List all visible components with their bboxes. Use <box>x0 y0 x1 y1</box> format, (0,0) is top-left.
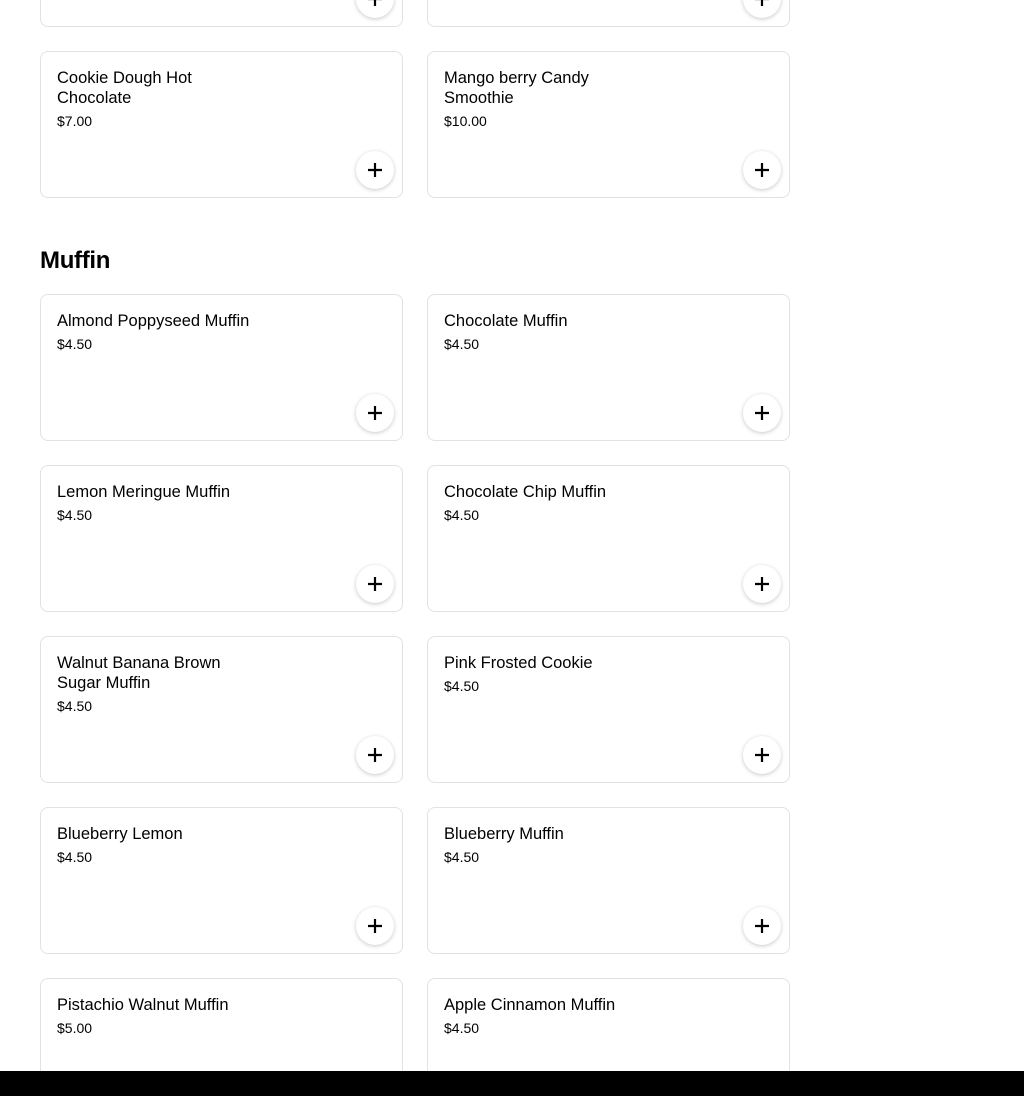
add-item-button[interactable] <box>356 394 394 432</box>
add-item-button[interactable] <box>356 907 394 945</box>
menu-item-name: Almond Poppyseed Muffin <box>57 312 250 330</box>
menu-item-name: Cookie Dough Hot Chocolate <box>57 69 192 107</box>
menu-item-price: $4.50 <box>57 698 93 714</box>
menu-item-price: $4.50 <box>57 507 93 523</box>
menu-item-card[interactable] <box>40 636 403 783</box>
menu-item-card[interactable] <box>427 636 790 783</box>
menu-item-price: $4.50 <box>444 849 480 865</box>
add-item-button[interactable] <box>743 394 781 432</box>
menu-item-name: Pistachio Walnut Muffin <box>57 996 229 1014</box>
menu-item-price: $7.00 <box>57 113 93 129</box>
menu-item-price: $4.50 <box>444 507 480 523</box>
menu-item-name: Mango berry Candy Smoothie <box>444 69 589 107</box>
add-item-button[interactable] <box>356 151 394 189</box>
menu-item-card[interactable] <box>427 51 790 198</box>
menu-item-name: Chocolate Chip Muffin <box>444 483 607 501</box>
add-item-button[interactable] <box>356 736 394 774</box>
add-item-button[interactable] <box>356 565 394 603</box>
add-item-button[interactable] <box>356 0 394 18</box>
menu-item-card[interactable] <box>40 0 403 27</box>
section-heading: Muffin <box>40 247 111 274</box>
plus-icon <box>368 0 382 6</box>
plus-icon <box>755 748 769 762</box>
plus-icon <box>368 163 382 177</box>
add-item-button[interactable] <box>743 736 781 774</box>
menu-item-name: Blueberry Muffin <box>444 825 564 843</box>
add-item-button[interactable] <box>743 565 781 603</box>
menu-item-price: $4.50 <box>444 336 480 352</box>
menu-item-price: $10.00 <box>444 113 487 129</box>
menu-item-card[interactable] <box>427 465 790 612</box>
plus-icon <box>755 406 769 420</box>
menu-item-price: $4.50 <box>444 1020 480 1036</box>
menu-item-name: Walnut Banana Brown Sugar Muffin <box>57 654 221 692</box>
plus-icon <box>368 748 382 762</box>
plus-icon <box>755 0 769 6</box>
plus-icon <box>368 406 382 420</box>
menu-item-card[interactable] <box>427 0 790 27</box>
add-item-button[interactable] <box>743 151 781 189</box>
menu-item-name: Pink Frosted Cookie <box>444 654 593 672</box>
plus-icon <box>755 163 769 177</box>
menu-item-name: Chocolate Muffin <box>444 312 568 330</box>
menu-item-card[interactable] <box>40 294 403 441</box>
bottom-bar <box>0 1071 1024 1096</box>
menu-item-card[interactable] <box>40 51 403 198</box>
plus-icon <box>368 577 382 591</box>
menu-item-card[interactable] <box>40 807 403 954</box>
plus-icon <box>755 919 769 933</box>
menu-item-name: Blueberry Lemon <box>57 825 183 843</box>
add-item-button[interactable] <box>743 907 781 945</box>
menu-item-card[interactable] <box>427 807 790 954</box>
menu-item-name: Lemon Meringue Muffin <box>57 483 231 501</box>
menu-item-price: $4.50 <box>444 678 480 694</box>
menu-item-card[interactable] <box>427 294 790 441</box>
menu-item-price: $4.50 <box>57 849 93 865</box>
menu-item-name: Apple Cinnamon Muffin <box>444 996 616 1014</box>
menu-item-price: $5.00 <box>57 1020 93 1036</box>
menu-item-price: $4.50 <box>57 336 93 352</box>
menu-item-card[interactable] <box>40 465 403 612</box>
plus-icon <box>755 577 769 591</box>
add-item-button[interactable] <box>743 0 781 18</box>
plus-icon <box>368 919 382 933</box>
